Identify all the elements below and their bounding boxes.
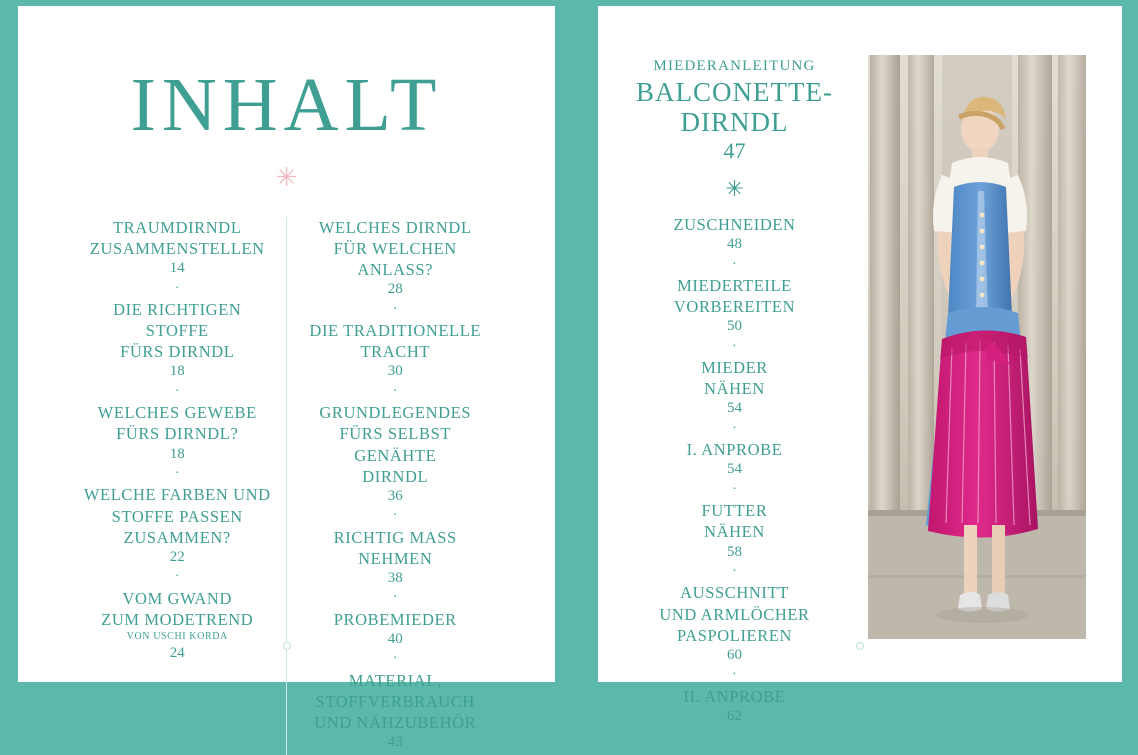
toc-entry-title: WELCHES GEWEBE FÜRS DIRNDL? — [97, 403, 257, 444]
toc-entry-page: 22 — [169, 548, 185, 565]
toc-column-2 — [287, 217, 505, 755]
toc-entry-title: WELCHES DIRNDL FÜR WELCHEN ANLASS? — [318, 218, 472, 280]
chapter-toc — [607, 15, 862, 724]
toc-entry-title: DIE TRADITIONELLE TRACHT — [309, 321, 482, 362]
right-page-content — [607, 15, 1113, 724]
toc-column-1 — [69, 217, 287, 755]
toc-entry-subtitle: VON USCHI KORDA — [126, 630, 228, 642]
toc-entry-page: 62 — [727, 707, 742, 724]
toc-entry[interactable] — [621, 439, 848, 480]
dirndl-photo-illustration — [868, 55, 1086, 639]
toc-entry-title: RICHTIG MASS NEHMEN — [333, 527, 457, 568]
toc-entry-title: WELCHE FARBEN UND STOFFE PASSEN ZUSAMMEN? — [83, 485, 271, 547]
toc-entry[interactable] — [81, 299, 274, 382]
toc-entry-title: ZUSCHNEIDEN — [673, 215, 796, 235]
toc-entry-page: 14 — [169, 260, 185, 277]
toc-entry-page: 24 — [169, 644, 185, 661]
toc-separator: · — [392, 383, 398, 399]
toc-entry-page: 43 — [387, 734, 403, 751]
toc-entry-page: 54 — [727, 461, 742, 478]
toc-entry-title: I. ANPROBE — [686, 440, 783, 460]
toc-entry-page: 38 — [387, 569, 403, 586]
chapter-layout — [607, 15, 1113, 724]
toc-entry[interactable] — [621, 686, 848, 727]
toc-entry[interactable] — [299, 527, 493, 589]
page-dot-marker — [856, 642, 864, 650]
toc-entry-page: 60 — [727, 646, 742, 663]
toc-separator: · — [174, 383, 180, 399]
toc-entry-title: VOM GWAND ZUM MODETREND — [101, 588, 254, 629]
page-title: INHALT — [130, 63, 443, 147]
toc-entry-title: DIE RICHTIGEN STOFFE FÜRS DIRNDL — [113, 300, 242, 362]
toc-entry[interactable] — [299, 320, 493, 382]
toc-entry-page: 18 — [169, 363, 185, 380]
toc-entry-page: 36 — [387, 487, 403, 504]
right-page — [598, 6, 1122, 724]
toc-entry[interactable] — [299, 609, 493, 650]
toc-separator: · — [392, 508, 398, 524]
toc-entry-title: GRUNDLEGENDES FÜRS SELBST GENÄHTE DIRNDL — [319, 403, 472, 486]
toc-separator: · — [392, 590, 398, 606]
toc-entry[interactable] — [621, 275, 848, 337]
toc-entry[interactable] — [81, 484, 274, 567]
toc-entry-page: 48 — [727, 236, 742, 253]
asterisk-ornament-icon: ✳ — [275, 163, 298, 192]
toc-separator: · — [732, 256, 737, 272]
toc-separator: · — [392, 651, 398, 667]
toc-entry[interactable] — [299, 402, 493, 506]
toc-entry-page: 54 — [727, 400, 742, 417]
toc-entry-page: 30 — [387, 363, 403, 380]
toc-entry-page: 28 — [387, 281, 403, 298]
toc-entry-page: 40 — [387, 630, 403, 647]
left-page — [18, 6, 555, 751]
toc-columns — [27, 217, 546, 755]
toc-separator: · — [392, 301, 398, 317]
toc-entry[interactable] — [621, 357, 848, 419]
toc-entry-title: PROBEMIEDER — [333, 609, 457, 629]
toc-entry-title: TRAUMDIRNDL ZUSAMMENSTELLEN — [89, 218, 265, 259]
toc-entry[interactable] — [299, 670, 493, 753]
toc-entry[interactable] — [81, 402, 274, 464]
left-page-content — [27, 15, 546, 751]
toc-entry-title: II. ANPROBE — [683, 686, 786, 706]
toc-separator: · — [732, 564, 737, 579]
toc-entry-page: 58 — [727, 543, 742, 560]
toc-entry[interactable] — [299, 217, 493, 300]
chapter-photo — [868, 55, 1086, 639]
chapter-page-number: 47 — [723, 138, 746, 164]
toc-separator: · — [732, 338, 737, 354]
toc-entry-page: 18 — [169, 445, 185, 462]
toc-separator: · — [174, 569, 180, 585]
toc-separator: · — [732, 481, 737, 497]
chapter-entry-list — [607, 214, 862, 726]
toc-separator: · — [174, 280, 180, 296]
page-dot-marker — [283, 642, 291, 650]
toc-entry[interactable] — [621, 500, 848, 562]
toc-entry-title: AUSSCHNITT UND ARMLÖCHER PASPOLIEREN — [659, 583, 810, 645]
chapter-kicker: MIEDERANLEITUNG — [653, 58, 816, 74]
toc-entry[interactable] — [621, 214, 848, 255]
toc-entry-title: MIEDERTEILE VORBEREITEN — [673, 276, 796, 317]
toc-separator: · — [174, 466, 180, 482]
chapter-title: BALCONETTE- DIRNDL — [636, 77, 833, 138]
toc-entry-title: MATERIAL, STOFFVERBRAUCH UND NÄHZUBEHÖR — [314, 670, 477, 732]
toc-entry-title: FUTTER NÄHEN — [701, 501, 768, 542]
toc-separator: · — [732, 420, 737, 436]
asterisk-ornament-icon: ✳ — [725, 176, 744, 202]
toc-entry[interactable] — [81, 217, 274, 279]
toc-entry-page: 50 — [727, 318, 742, 335]
toc-entry[interactable] — [621, 582, 848, 665]
toc-entry-title: MIEDER NÄHEN — [701, 358, 768, 399]
toc-separator: · — [732, 667, 737, 683]
toc-entry[interactable] — [81, 588, 274, 664]
